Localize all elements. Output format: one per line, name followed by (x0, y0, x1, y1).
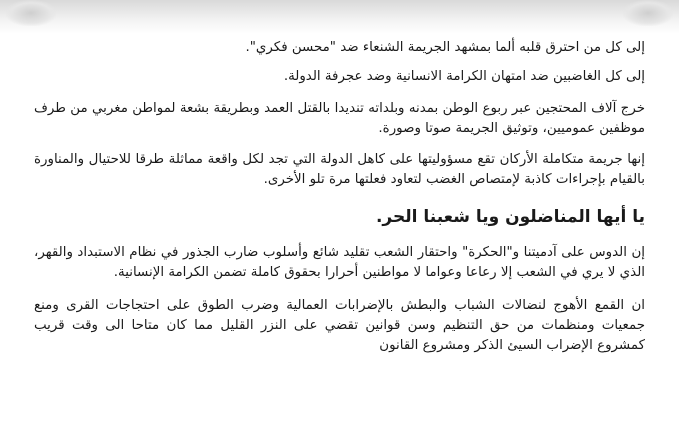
paragraph-repression: ان القمع الأهوج لنضالات الشباب والبطش بالإضرابات العمالية وضرب الطوق على احتجاجات القرى ومنع جمعيات ومنظمات من حق التنظيم وسن قوانين تقضي على النزر القليل مما كان متاحا الى وقت قريب كمشروع الإضراب السيئ الذكر ومشروع القانون (34, 298, 645, 353)
header-banner (0, 0, 679, 34)
paragraph-protests: خرج آلاف المحتجين عبر ربوع الوطن بمدنه وبلداته تنديدا بالقتل العمد وبطريقة بشعة لمواطن مغربي من طرف موظفين عموميين، وتوثيق الجريمة صوتا وصورة. (34, 101, 645, 136)
document-page (34, 36, 645, 356)
section-heading: يا أيها المناضلون ويا شعبنا الحر. (375, 207, 645, 227)
paragraph-mohsen-fikri: إلى كل من احترق قلبه ألما بمشهد الجريمة الشنعاء ضد "محسن فكري". (245, 40, 645, 55)
paragraph-tyranny: إن الدوس على آدميتنا و"الحكرة" واحتقار الشعب تقليد شائع وأسلوب ضارب الجذور في نظام الاستبداد والقهر، الذي لا يري في الشعب إلا رعاعا وعواما لا مواطنين أحرارا بحقوق كاملة تضمن الكرامة الإنسانية. (34, 245, 645, 280)
paragraph-state-responsibility: إنها جريمة متكاملة الأركان تقع مسؤوليتها على كاهل الدولة التي تجد لكل واقعة مماثلة طرقا للاحتيال والمناورة بالقيام بإجراءات كاذبة لإمتصاص الغضب لتعاود فعلتها مرة تلو الأخرى. (34, 152, 645, 187)
header-ornament-left (6, 0, 56, 26)
paragraph-angry-citizens: إلى كل الغاضبين ضد امتهان الكرامة الانسانية وضد عجرفة الدولة. (283, 69, 645, 84)
header-ornament-right (623, 0, 673, 26)
